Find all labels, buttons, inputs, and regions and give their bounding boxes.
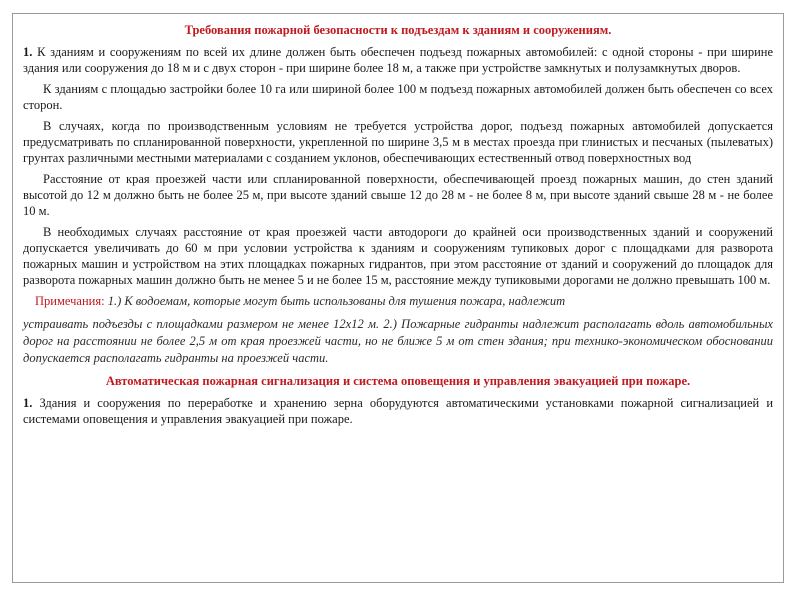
notes-first-line	[23, 293, 773, 310]
notes-label: Примечания:	[35, 294, 105, 308]
paragraph-6	[23, 395, 773, 427]
paragraph-1-number: 1.	[23, 45, 33, 59]
paragraph-6-number: 1.	[23, 396, 33, 410]
paragraph-6-text: Здания и сооружения по переработке и хранению зерна оборудуются автоматическими установками пожарной сигнализацией и системами оповещения и управления эвакуацией при пожаре.	[23, 396, 774, 426]
paragraph-1-text: К зданиям и сооружениям по всей их длине должен быть обеспечен подъезд пожарных автомобилей: с одной стороны - при ширине здания или сооружения до 18 м и с двух сторон - при ширине более 18 м, а также при устройстве замкнутых и полузамкнутых дворов.	[23, 45, 774, 75]
paragraph-5: В необходимых случаях расстояние от края проезжей части автодороги до крайней оси производственных зданий и сооружений допускается увеличивать до 60 м при условии устройства к зданиям и сооружениям тупиковых дорог с площадками для разворота пожарных машин и устройством на этих площадках пожарных гидрантов, при этом расстояние от зданий и сооружений до площадок для разворота пожарных машин должно быть не менее 5 и не более 15 м, расстояние между тупиковыми дорогами не должно превышать 100 м.	[23, 225, 773, 287]
notes-body: устраивать подъезды с площадками размером не менее 12x12 м. 2.) Пожарные гидранты надлежит располагать вдоль автомобильных дорог на расстоянии не более 2,5 м от края проезжей части, но не ближе 5 м от стен здания; при технико-экономическом обосновании допускается располагать гидранты на проезжей части.	[23, 317, 773, 365]
slide-frame	[12, 13, 784, 583]
paragraph-1	[23, 44, 773, 76]
paragraph-4: Расстояние от края проезжей части или спланированной поверхности, обеспечивающей проезд пожарных машин, до стен зданий высотой до 12 м должно быть не более 25 м, при высоте зданий свыше 12 до 28 м - не более 8 м, при высоте зданий свыше 28 м - не более 10 м.	[23, 172, 773, 218]
notes-line-1: 1.) К водоемам, которые могут быть использованы для тушения пожара, надлежит	[104, 294, 566, 308]
paragraph-3: В случаях, когда по производственным условиям не требуется устройства дорог, подъезд пожарных автомобилей допускается предусматривать по спланированной поверхности, укрепленной по ширине 3,5 м в местах проезда при глинистых и песчаных (пылеватых) грунтах различными местными материалами с созданием уклонов, обеспечивающих естественный отвод поверхностных вод	[23, 119, 773, 165]
slide-title: Требования пожарной безопасности к подъездам к зданиям и сооружениям.	[184, 23, 612, 37]
paragraph-2: К зданиям с площадью застройки более 10 га или шириной более 100 м подъезд пожарных автомобилей должен быть обеспечен со всех сторон.	[23, 82, 773, 112]
section-heading-alarm: Автоматическая пожарная сигнализация и система оповещения и управления эвакуацией при пожаре.	[105, 374, 691, 388]
